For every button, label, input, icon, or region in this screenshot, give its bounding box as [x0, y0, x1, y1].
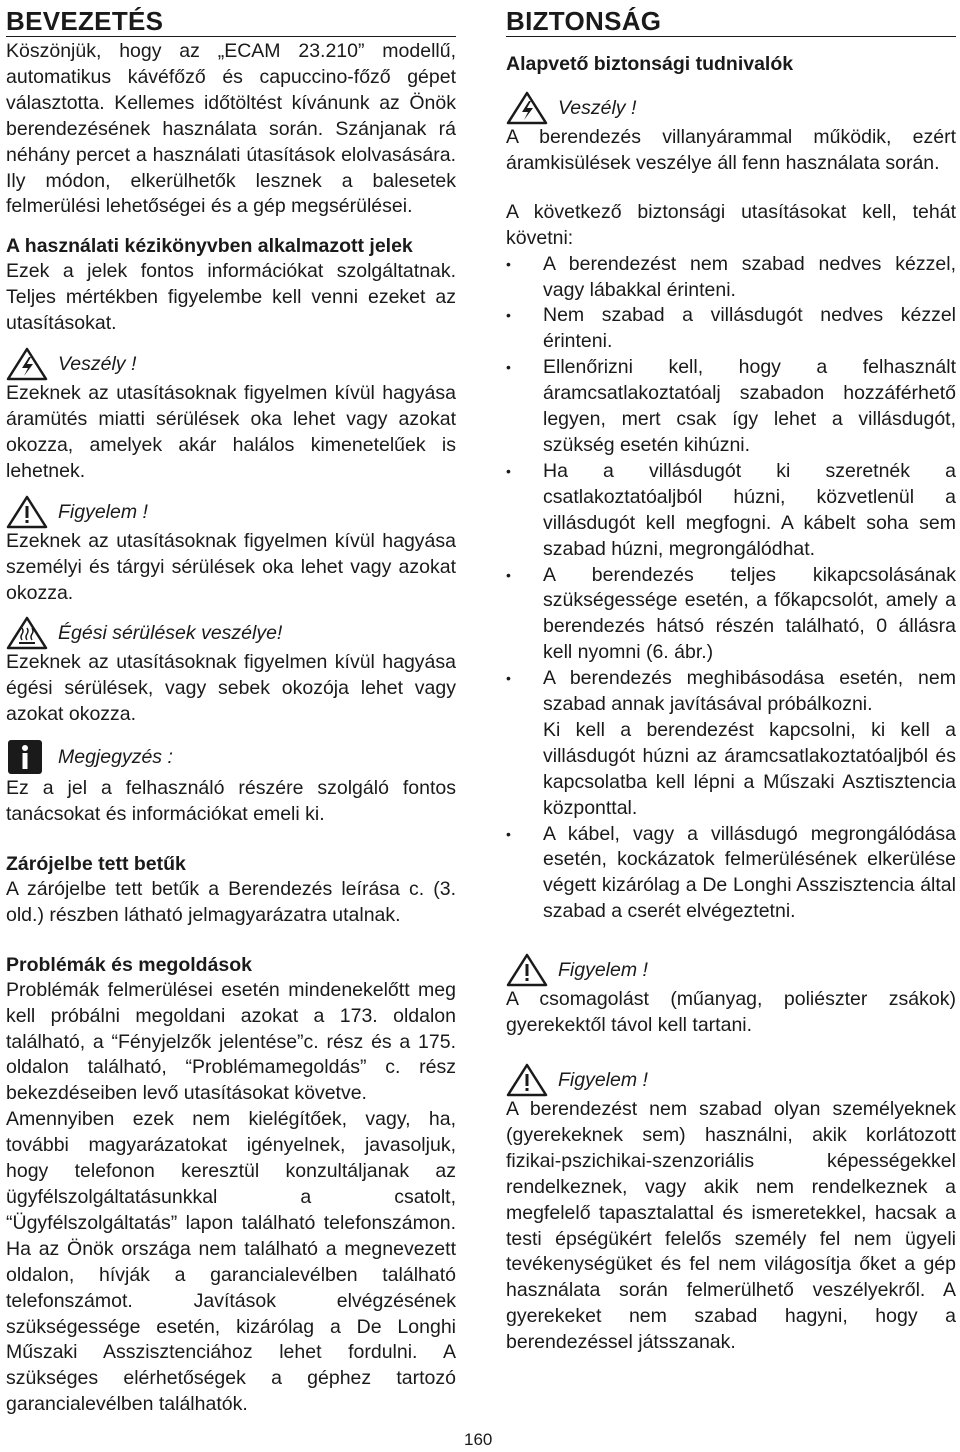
list-item	[506, 666, 956, 821]
follow-paragraph: A következő biztonsági utasításokat kell, tehát követni:	[506, 200, 956, 249]
right-attention-paragraph-1: A csomagolást (műanyag, poliészter zsákok) gyerekektől távol kell tartani.	[506, 988, 956, 1037]
right-attention-notice-1	[506, 953, 956, 987]
burn-label: Égési sérülések veszélye!	[58, 622, 283, 645]
problems-heading: Problémák és megoldások	[6, 953, 253, 976]
danger-label: Veszély !	[58, 353, 137, 376]
note-paragraph: Ez a jel a felhasználó részére szolgáló fontos tanácsokat és információkat emeli ki.	[6, 777, 456, 826]
electric-hazard-icon	[6, 347, 48, 381]
list-item: • A berendezést nem szabad nedves kézzel, vagy lábakkal érinteni.	[506, 252, 956, 304]
attention-paragraph: Ezeknek az utasításoknak figyelmen kívül hagyása személyi és tárgyi sérülések oka lehet vagy azokat okozza.	[6, 529, 456, 604]
problems-paragraph-2: Amennyiben ezek nem kielégítőek, vagy, ha, további magyarázatokat igényelnek, javasoljuk, hogy telefonon keresztül konzultáljanak az ügyfélszolgáltatásunkkal a csatolt, “Ügyfélszolgáltatás” lapon található telefonszámon. Ha az Önök országa nem található a megnevezett oldalon, hívják a garancialevélben található telefonszámot. Javítások elvégzésének szükségessége esetén, kizárólag a De Longhi Műszaki Asszisztenciához lehet fordulni. A szükséges elérhetőségek a géphez tartozó garancialevélben találhatók.	[6, 1108, 456, 1416]
right-attention-paragraph-2: A berendezést nem szabad olyan személyeknek (gyerekeknek sem) használni, akik korlátozott fizikai-pszichikai-szenzoriális képességekkel rendelkeznek, vagy akik nem rendelkeznek a megfelelő tapasztalattal és ismeretekkel, hacsak a testi épségükért felelős személy fel nem ügyeli tevékenységüket és fel nem világosítja őket a gép használata során felmerülhető veszélyekről. A gyerekeket nem szabad hagyni, hogy a berendezéssel játsszanak.	[506, 1098, 956, 1354]
right-danger-label: Veszély !	[558, 97, 637, 119]
list-item-text: A berendezés meghibásodása esetén, nem szabad annak javításával próbálkozni.	[543, 667, 956, 716]
intro-paragraph: Köszönjük, hogy az „ECAM 23.210” modellű, automatikus kávéfőző és capuccino-főző gépet választotta. Kellemes időtöltést kívánunk az Önök berendezésének használata során. Szánjanak rá néhány percet a használati útasítások elolvasására. Ily módon, elkerülhetők lesznek a balesetek felmerülési lehetőségei és a gép megsérülései.	[6, 40, 456, 218]
list-item: • Nem szabad a villásdugót nedves kézzel érinteni.	[506, 303, 956, 355]
symbols-heading: A használati kézikönyvben alkalmazott jelek	[6, 235, 413, 258]
list-item: • Ellenőrizni kell, hogy a felhasznált áramcsatlakoztatóalj szabadon hozzáférhető legyen, mert csak így lehet a villásdugót, szükség esetén kihúzni.	[506, 355, 956, 459]
right-attention-notice-2	[506, 1063, 956, 1097]
section-title-biztonsag: BIZTONSÁG	[506, 6, 956, 37]
page-number: 160	[464, 1430, 493, 1449]
note-label: Megjegyzés :	[58, 746, 173, 769]
warning-icon	[506, 1063, 548, 1097]
problems-paragraph-1: Problémák felmerülései esetén mindenekelőtt meg kell próbálni megoldani azokat a 173. oldalon található, a “Fényjelzők jelentése”c. rész és a 175. oldalon található, “Problémamegoldás” c. rész bekezdéseiben levő utasításokat követve.	[6, 978, 456, 1105]
danger-paragraph: Ezeknek az utasításoknak figyelmen kívül hagyása áramütés miatti sérülések oka lehet vagy azokat okozza, amelyek akár halálos kimenetelűek is lehetnek.	[6, 382, 456, 482]
list-item-extra: Ki kell a berendezést kapcsolni, ki kell a villásdugót húzni az áramcsatlakoztatóaljból és kapcsolatba kell lépni a Műszaki Asztisztencia központtal.	[543, 718, 956, 819]
symbols-paragraph: Ezek a jelek fontos információkat szolgáltatnak. Teljes mértékben figyelembe kell venni ezeket az utasításokat.	[6, 260, 456, 335]
attention-notice	[6, 495, 456, 529]
right-attention-label-2: Figyelem !	[558, 1069, 648, 1091]
warning-icon	[6, 495, 48, 529]
attention-label: Figyelem !	[58, 500, 148, 523]
info-icon	[6, 738, 48, 776]
right-attention-label-1: Figyelem !	[558, 959, 648, 982]
brackets-paragraph: A zárójelbe tett betűk a Berendezés leírása c. (3. old.) részben látható jelmagyarázatra utalnak.	[6, 877, 456, 926]
left-column	[6, 6, 456, 1418]
list-item: • Ha a villásdugót ki szeretnék a csatlakoztatóaljból húzni, közvetlenül a villásdugót kell megfogni. A kábelt soha sem szabad húzni, megrongálódhat.	[506, 459, 956, 563]
burn-paragraph: Ezeknek az utasításoknak figyelmen kívül hagyása égési sérülések, vagy sebek okozója lehet vagy azokat okozza.	[6, 651, 456, 726]
list-item: • A berendezés teljes kikapcsolásának szükségessége esetén, a főkapcsolót, amely a berendezés hátsó részén található, 0 állásra kell nyomni (6. ábr.)	[506, 563, 956, 667]
brackets-heading: Zárójelbe tett betűk	[6, 852, 186, 875]
right-danger-paragraph: A berendezés villanyárammal működik, ezért áramkisülések veszélye áll fenn használata során.	[506, 126, 956, 174]
right-danger-notice	[506, 91, 956, 125]
note-notice	[6, 738, 456, 776]
danger-notice	[6, 347, 456, 381]
warning-icon	[506, 953, 548, 987]
list-item: • A kábel, vagy a villásdugó megrongálódása esetén, kockázatok felmerülésének elkerülése végett kizárólag a De Longhi Asszisztencia által szabad a cserét elvégeztetni.	[506, 822, 956, 926]
burn-notice	[6, 616, 456, 650]
safety-subtitle: Alapvető biztonsági tudnivalók	[506, 53, 794, 75]
right-column	[506, 6, 956, 1356]
hot-surface-icon	[6, 616, 48, 650]
section-title-bevezetes: BEVEZETÉS	[6, 6, 456, 37]
electric-hazard-icon	[506, 91, 548, 125]
safety-bullet-list	[506, 252, 956, 926]
